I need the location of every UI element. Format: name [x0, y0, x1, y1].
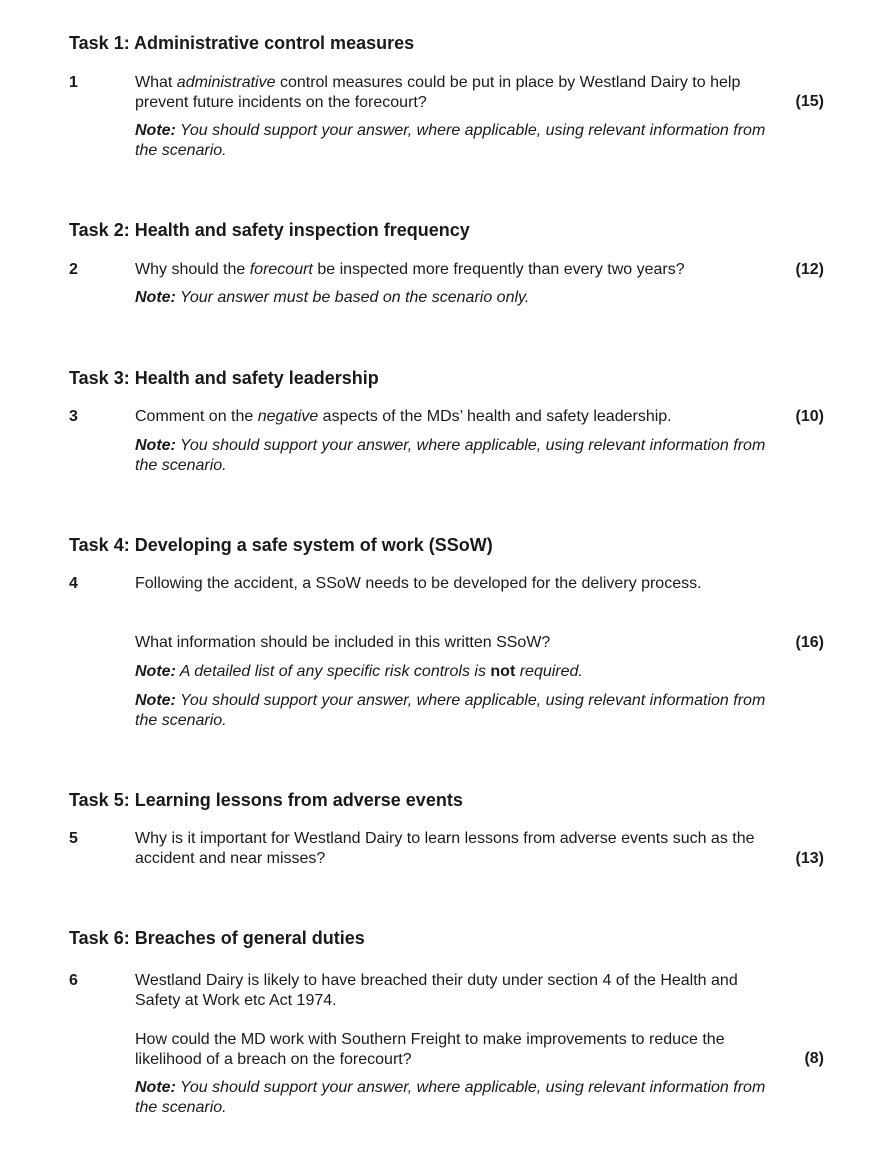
question-1-emphasis: administrative: [176, 74, 276, 91]
question-5-marks: (13): [795, 850, 824, 867]
question-3-marks: (10): [795, 408, 824, 425]
question-4-note-2: Note: You should support your answer, where applicable, using relevant information from the scenario.: [135, 692, 766, 729]
question-1-marks: (15): [795, 93, 824, 110]
task-3-heading: Task 3: Health and safety leadership: [69, 368, 379, 388]
question-4-marks: (16): [795, 634, 824, 651]
question-5-number: 5: [69, 830, 78, 847]
question-4-note-1: Note: A detailed list of any specific risk controls is not required.: [135, 663, 583, 680]
question-5-text: Why is it important for Westland Dairy to learn lessons from adverse events such as the accident and near misses?: [135, 830, 755, 867]
question-1-number: 1: [69, 74, 78, 91]
question-2-text: Why should the forecourt be inspected more frequently than every two years?: [135, 261, 685, 278]
task-4-heading: Task 4: Developing a safe system of work (SSoW): [69, 535, 493, 555]
question-2-number: 2: [69, 261, 78, 278]
task-6-heading: Task 6: Breaches of general duties: [69, 928, 365, 948]
question-2-note: Note: Your answer must be based on the scenario only.: [135, 289, 530, 306]
question-4-text: What information should be included in this written SSoW?: [135, 634, 551, 651]
not-emphasis: not: [490, 663, 516, 680]
task-5-heading: Task 5: Learning lessons from adverse events: [69, 790, 463, 810]
question-3-note: Note: You should support your answer, where applicable, using relevant information from the scenario.: [135, 437, 766, 474]
question-3-number: 3: [69, 408, 78, 425]
question-4-number: 4: [69, 575, 78, 592]
question-6-number: 6: [69, 972, 78, 989]
question-2-emphasis: forecourt: [249, 261, 313, 278]
question-6-intro: Westland Dairy is likely to have breached their duty under section 4 of the Health and Safety at Work etc Act 1974.: [135, 972, 738, 1009]
question-3-emphasis: negative: [257, 408, 319, 425]
question-2-marks: (12): [795, 261, 824, 278]
question-6-marks: (8): [804, 1050, 824, 1067]
question-4-intro: Following the accident, a SSoW needs to be developed for the delivery process.: [135, 575, 702, 592]
task-1-heading: Task 1: Administrative control measures: [69, 33, 415, 53]
question-1-note: Note: You should support your answer, where applicable, using relevant information from the scenario.: [135, 122, 766, 159]
question-6-text: How could the MD work with Southern Freight to make improvements to reduce the likelihood of a breach on the forecourt?: [135, 1031, 725, 1068]
task-2-heading: Task 2: Health and safety inspection frequency: [69, 220, 470, 240]
question-6-note: Note: You should support your answer, where applicable, using relevant information from the scenario.: [135, 1079, 766, 1116]
question-1-text: What administrative control measures could be put in place by Westland Dairy to help prevent future incidents on the forecourt?: [135, 74, 741, 111]
question-3-text: Comment on the negative aspects of the MDs’ health and safety leadership.: [135, 408, 672, 425]
